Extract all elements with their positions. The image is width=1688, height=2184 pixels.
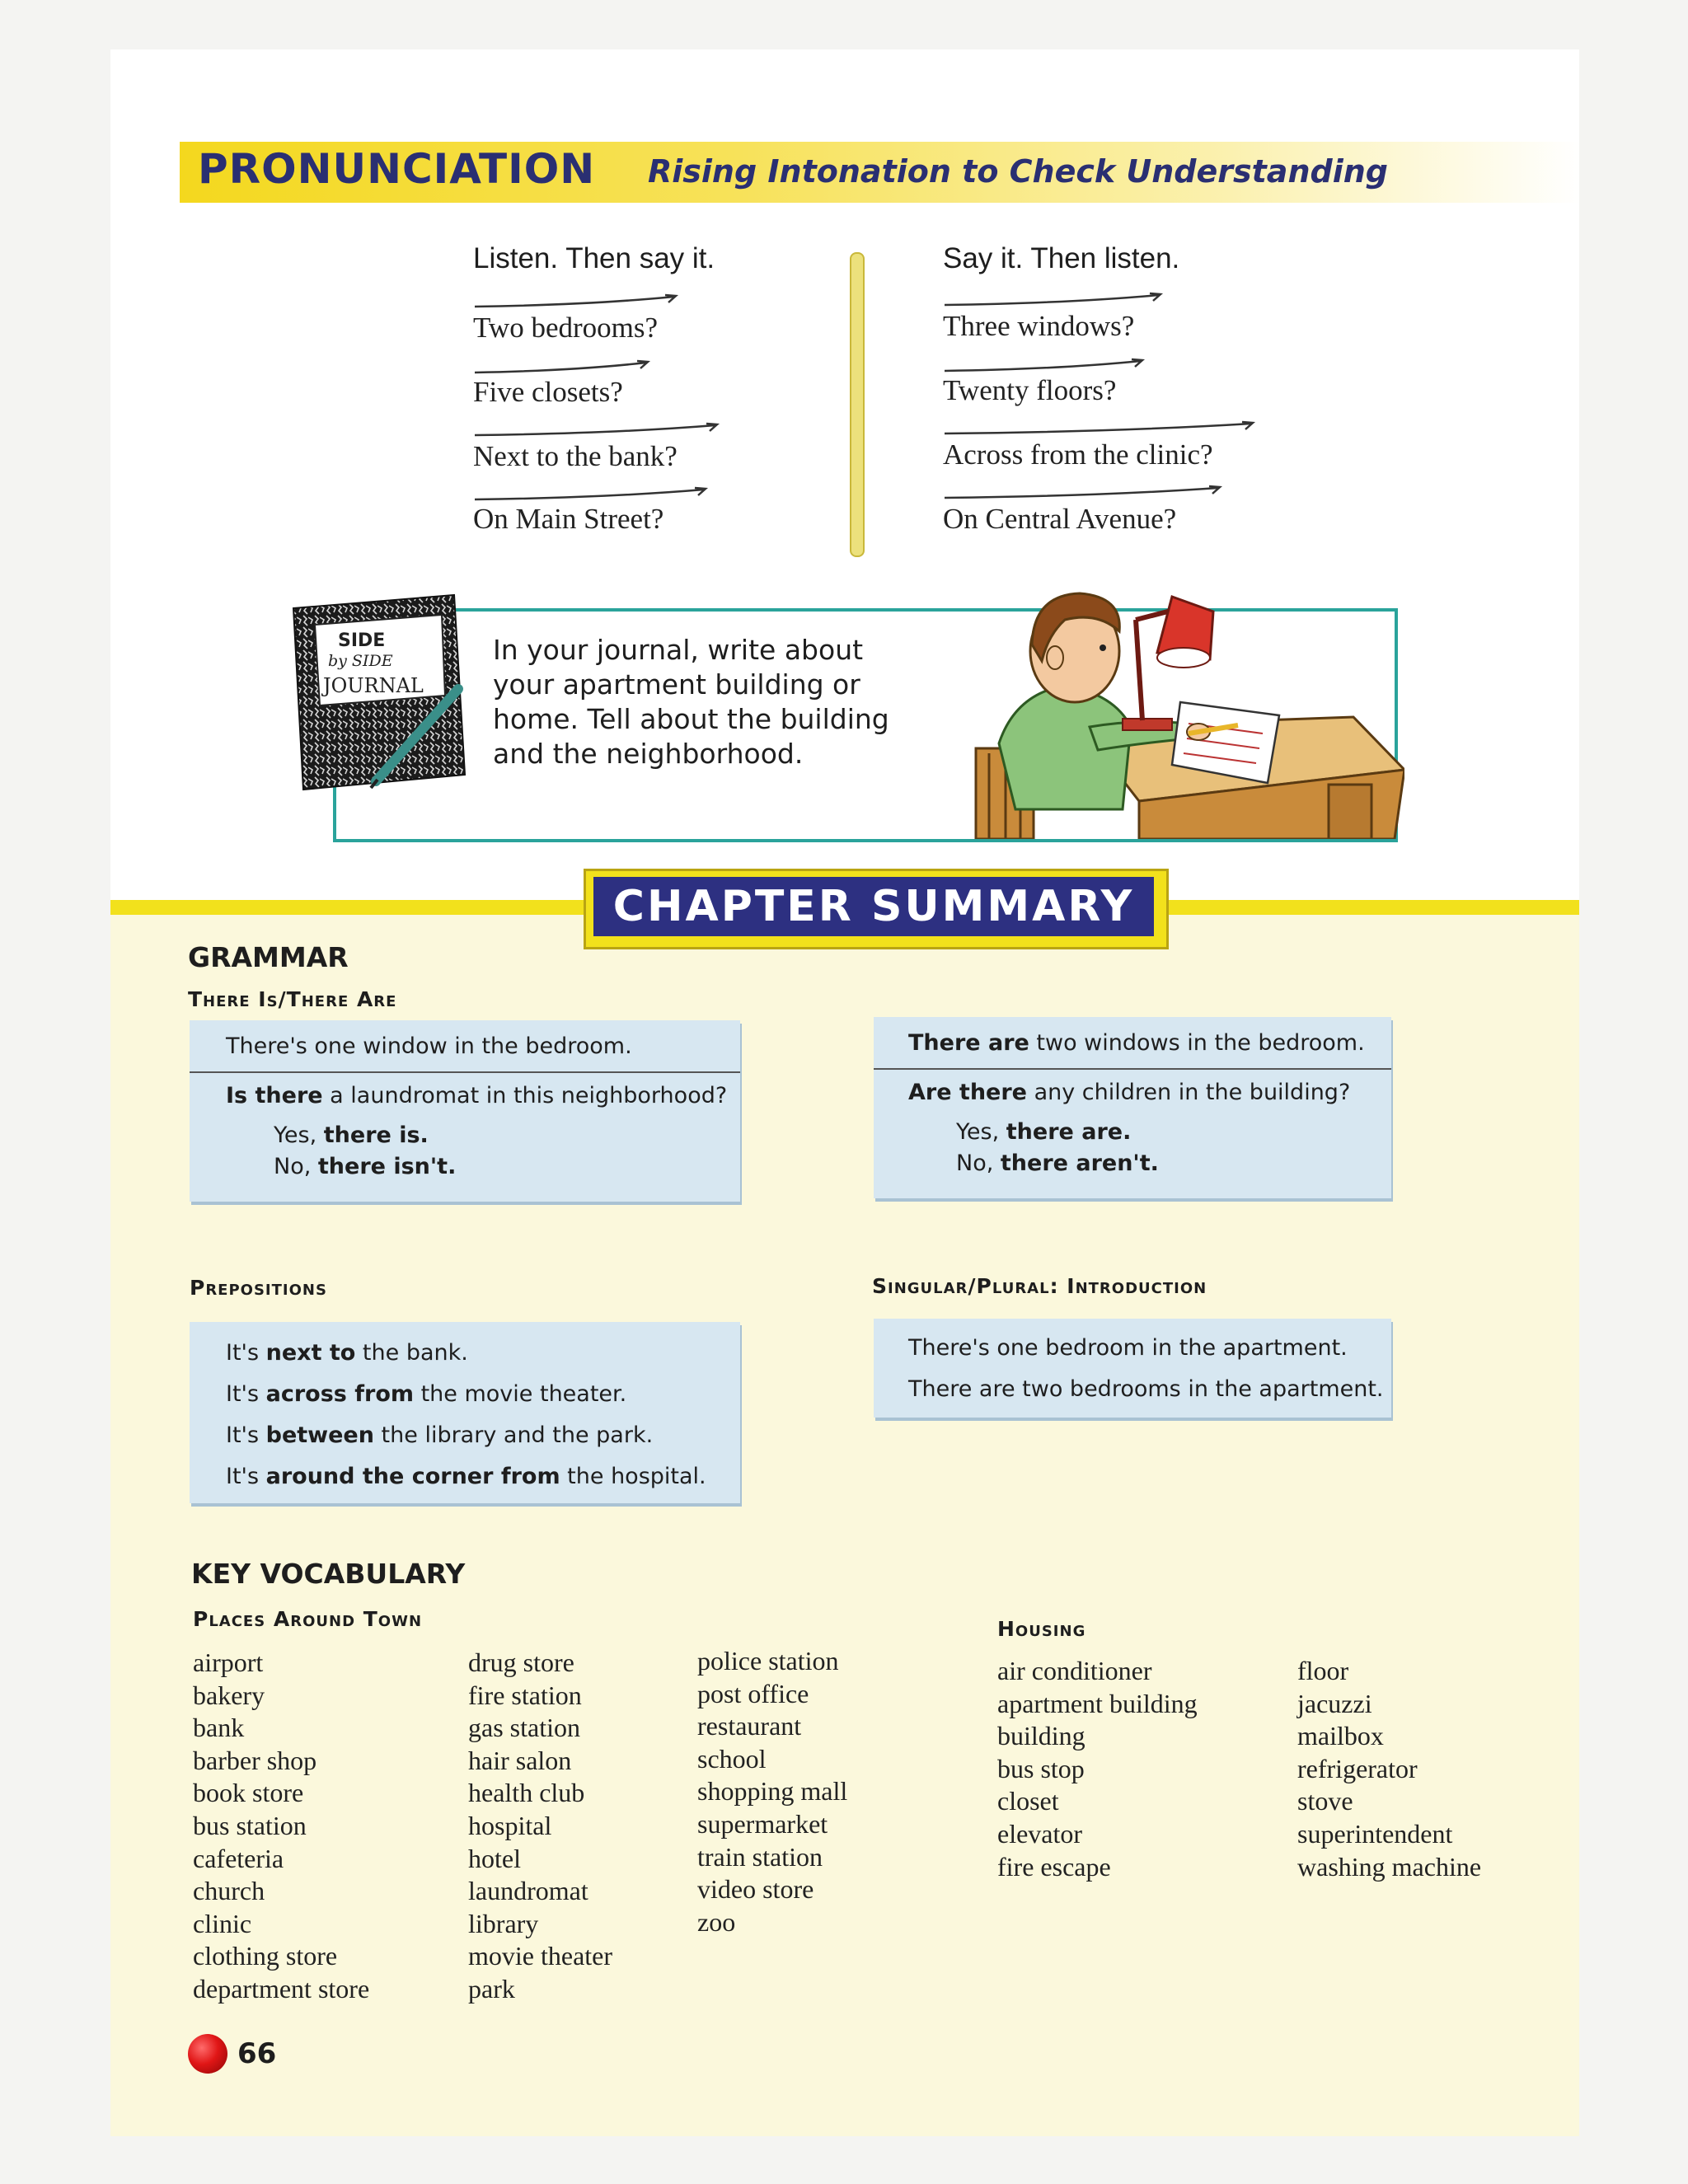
vocab-word: stove bbox=[1297, 1786, 1353, 1816]
vocab-word: airport bbox=[193, 1647, 264, 1677]
vocab-word: church bbox=[193, 1876, 265, 1906]
journal-notebook-icon bbox=[285, 592, 468, 793]
housing-list-column-2 bbox=[1297, 1655, 1481, 1883]
right-column-heading: Say it. Then listen. bbox=[943, 242, 1180, 274]
rising-intonation-arrow-icon bbox=[943, 356, 1146, 374]
places-list-column-3 bbox=[697, 1645, 847, 1938]
vocab-word: hotel bbox=[468, 1843, 521, 1873]
column-divider bbox=[850, 252, 865, 557]
prepositions-box bbox=[190, 1322, 740, 1503]
pronunciation-phrase: Five closets? bbox=[473, 376, 623, 408]
left-column-heading: Listen. Then say it. bbox=[473, 242, 715, 274]
housing-list-column-1 bbox=[997, 1655, 1198, 1883]
vocab-word: park bbox=[468, 1973, 515, 2004]
preposition-example: It's next to the bank. bbox=[226, 1340, 468, 1366]
pronunciation-subtitle: Rising Intonation to Check Understanding bbox=[648, 153, 1388, 190]
prepositions-heading: Prepositions bbox=[190, 1276, 327, 1300]
vocab-word: shopping mall bbox=[697, 1776, 848, 1807]
there-is-there-are-heading: There Is/There Are bbox=[188, 987, 397, 1011]
pronunciation-title: PRONUNCIATION bbox=[198, 145, 596, 193]
places-around-town-heading: Places Around Town bbox=[193, 1607, 423, 1631]
preposition-example: It's between the library and the park. bbox=[226, 1422, 654, 1448]
vocab-word: floor bbox=[1297, 1656, 1349, 1685]
grammar-short-answer-yes: Yes, there is. bbox=[274, 1122, 429, 1148]
textbook-page bbox=[110, 49, 1579, 2136]
journal-line: In your journal, write about bbox=[493, 634, 864, 666]
preposition-example: It's around the corner from the hospital. bbox=[226, 1464, 706, 1489]
grammar-short-answer-yes: Yes, there are. bbox=[956, 1119, 1132, 1145]
vocab-word: mailbox bbox=[1297, 1721, 1384, 1751]
grammar-short-answer-no: No, there isn't. bbox=[274, 1154, 457, 1179]
grammar-box-there-is bbox=[190, 1020, 740, 1202]
rising-intonation-arrow-icon bbox=[473, 292, 679, 310]
vocab-word: zoo bbox=[697, 1906, 736, 1937]
pronunciation-phrase: Twenty floors? bbox=[943, 374, 1117, 406]
grammar-box-rule bbox=[190, 1071, 740, 1073]
vocab-word: superintendent bbox=[1297, 1818, 1453, 1849]
vocab-word: supermarket bbox=[697, 1808, 828, 1839]
vocab-word: jacuzzi bbox=[1297, 1688, 1372, 1718]
vocab-word: hospital bbox=[468, 1810, 552, 1840]
journal-line: home. Tell about the building bbox=[493, 703, 889, 735]
rising-intonation-arrow-icon bbox=[473, 420, 720, 438]
places-list-column-2 bbox=[468, 1647, 612, 2006]
vocab-word: department store bbox=[193, 1973, 370, 2004]
vocab-word: air conditioner bbox=[997, 1656, 1152, 1685]
key-vocabulary-heading: KEY VOCABULARY bbox=[191, 1558, 466, 1590]
grammar-example: There's one window in the bedroom. bbox=[226, 1033, 632, 1059]
grammar-question: Is there a laundromat in this neighborhood? bbox=[226, 1083, 728, 1108]
vocab-word: restaurant bbox=[697, 1711, 802, 1741]
boy-writing-illustration bbox=[966, 562, 1404, 839]
vocab-word: elevator bbox=[997, 1818, 1083, 1849]
vocab-word: train station bbox=[697, 1841, 823, 1872]
journal-line: and the neighborhood. bbox=[493, 738, 804, 770]
housing-heading: Housing bbox=[997, 1617, 1086, 1641]
grammar-example: There are two windows in the bedroom. bbox=[908, 1030, 1365, 1056]
vocab-word: gas station bbox=[468, 1713, 580, 1743]
vocab-word: police station bbox=[697, 1646, 839, 1675]
vocab-word: hair salon bbox=[468, 1745, 572, 1775]
grammar-heading: GRAMMAR bbox=[188, 941, 349, 973]
pronunciation-phrase: Two bedrooms? bbox=[473, 312, 659, 344]
vocab-word: bakery bbox=[193, 1680, 265, 1710]
rising-intonation-arrow-icon bbox=[943, 290, 1164, 308]
vocab-word: refrigerator bbox=[1297, 1753, 1418, 1783]
vocab-word: movie theater bbox=[468, 1941, 613, 1971]
journal-instructions bbox=[493, 633, 954, 771]
grammar-box-there-are bbox=[874, 1017, 1391, 1198]
vocab-word: fire escape bbox=[997, 1851, 1111, 1882]
vocab-word: drug store bbox=[468, 1647, 574, 1677]
chapter-summary-title-box bbox=[593, 877, 1154, 936]
singular-plural-box bbox=[874, 1319, 1391, 1418]
vocab-word: cafeteria bbox=[193, 1843, 284, 1873]
grammar-short-answer-no: No, there aren't. bbox=[956, 1151, 1159, 1176]
notebook-label-journal: JOURNAL bbox=[323, 674, 424, 697]
pronunciation-phrase: On Main Street? bbox=[473, 503, 664, 535]
pronunciation-phrase: Three windows? bbox=[943, 310, 1135, 342]
rising-intonation-arrow-icon bbox=[943, 483, 1223, 501]
vocab-word: washing machine bbox=[1297, 1851, 1482, 1882]
vocab-word: bus station bbox=[193, 1810, 307, 1840]
singular-plural-example: There's one bedroom in the apartment. bbox=[908, 1335, 1348, 1361]
vocab-word: closet bbox=[997, 1786, 1059, 1816]
page-number: 66 bbox=[237, 2037, 277, 2070]
vocab-word: post office bbox=[697, 1678, 809, 1708]
vocab-word: building bbox=[997, 1721, 1085, 1751]
vocab-word: library bbox=[468, 1908, 539, 1938]
chapter-summary-title: CHAPTER SUMMARY bbox=[612, 882, 1135, 931]
notebook-label-side: SIDE bbox=[338, 630, 386, 651]
vocab-word: health club bbox=[468, 1778, 585, 1808]
pronunciation-phrase: On Central Avenue? bbox=[943, 503, 1177, 535]
vocab-word: video store bbox=[697, 1874, 814, 1905]
rising-intonation-arrow-icon bbox=[943, 419, 1256, 437]
vocab-word: apartment building bbox=[997, 1688, 1198, 1718]
notebook-label-byside: by SIDE bbox=[328, 652, 393, 670]
pronunciation-phrase: Next to the bank? bbox=[473, 440, 678, 472]
singular-plural-example: There are two bedrooms in the apartment. bbox=[908, 1376, 1384, 1402]
places-list-column-1 bbox=[193, 1647, 369, 2006]
rising-intonation-arrow-icon bbox=[473, 358, 651, 376]
vocab-word: clinic bbox=[193, 1908, 252, 1938]
pronunciation-phrase: Across from the clinic? bbox=[943, 438, 1213, 471]
singular-plural-heading: Singular/Plural: Introduction bbox=[872, 1274, 1207, 1298]
vocab-word: bank bbox=[193, 1713, 245, 1743]
preposition-example: It's across from the movie theater. bbox=[226, 1381, 627, 1407]
rising-intonation-arrow-icon bbox=[473, 485, 709, 503]
page-number-dot-icon bbox=[188, 2034, 227, 2074]
vocab-word: laundromat bbox=[468, 1876, 588, 1906]
vocab-word: clothing store bbox=[193, 1941, 338, 1971]
vocab-word: book store bbox=[193, 1778, 304, 1808]
grammar-question: Are there any children in the building? bbox=[908, 1080, 1351, 1105]
vocab-word: fire station bbox=[468, 1680, 582, 1710]
vocab-word: school bbox=[697, 1743, 767, 1774]
grammar-box-rule bbox=[874, 1068, 1391, 1070]
vocab-word: barber shop bbox=[193, 1745, 317, 1775]
vocab-word: bus stop bbox=[997, 1753, 1085, 1783]
journal-line: your apartment building or bbox=[493, 668, 860, 701]
